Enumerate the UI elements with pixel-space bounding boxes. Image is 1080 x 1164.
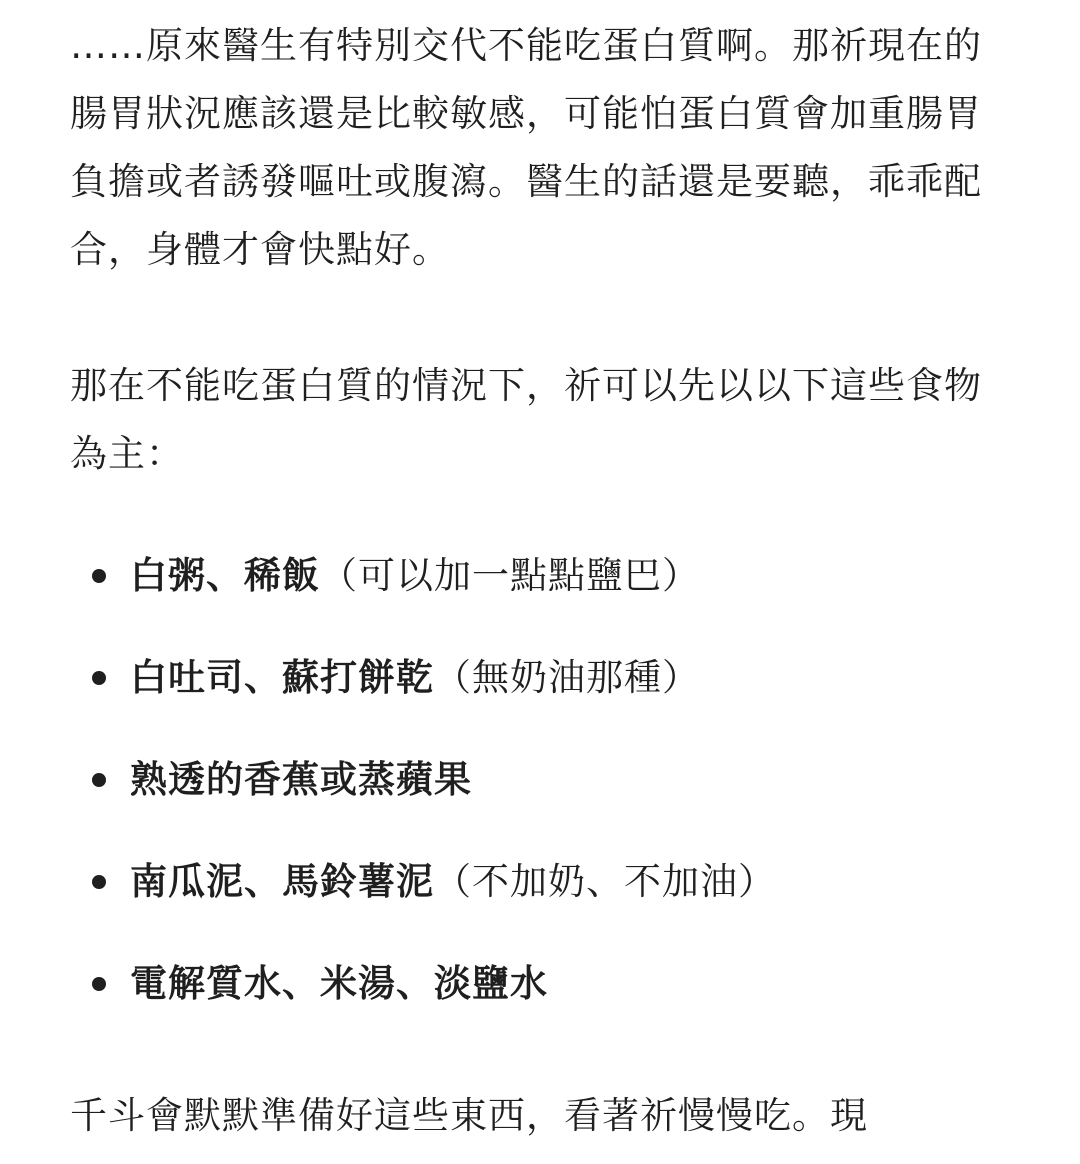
bullet-icon <box>92 977 106 991</box>
bullet-icon <box>92 569 106 583</box>
food-note: （不加奶、不加油） <box>434 860 776 903</box>
list-item <box>70 654 1010 756</box>
list-item <box>70 756 1010 858</box>
bullet-icon <box>92 773 106 787</box>
bullet-icon <box>92 671 106 685</box>
message-paragraph-list-intro: 那在不能吃蛋白質的情況下，祈可以先以以下這些食物為主： <box>70 364 982 475</box>
paragraph-spacer <box>70 1062 1010 1082</box>
paragraph-spacer <box>70 284 1010 352</box>
message-paragraph-intro: ……原來醫生有特別交代不能吃蛋白質啊。那祈現在的腸胃狀況應該還是比較敏感，可能怕蛋白質會加重腸胃負擔或者誘發嘔吐或腹瀉。醫生的話還是要聽，乖乖配合，身體才會快點好。 <box>70 24 982 271</box>
food-name: 電解質水、米湯、淡鹽水 <box>130 962 548 1005</box>
food-name: 白粥、稀飯 <box>130 554 320 597</box>
list-item <box>70 858 1010 960</box>
food-name: 南瓜泥、馬鈴薯泥 <box>130 860 434 903</box>
food-name: 熟透的香蕉或蒸蘋果 <box>130 758 472 801</box>
food-name: 白吐司、蘇打餅乾 <box>130 656 434 699</box>
food-note: （無奶油那種） <box>434 656 700 699</box>
list-item <box>70 960 1010 1062</box>
paragraph-spacer <box>70 488 1010 552</box>
chat-message <box>70 12 1010 1150</box>
food-note: （可以加一點點鹽巴） <box>320 554 700 597</box>
list-item <box>70 552 1010 654</box>
message-paragraph-closing: 千斗會默默準備好這些東西，看著祈慢慢吃。現 <box>70 1094 868 1137</box>
food-list <box>70 552 1010 1062</box>
bullet-icon <box>92 875 106 889</box>
